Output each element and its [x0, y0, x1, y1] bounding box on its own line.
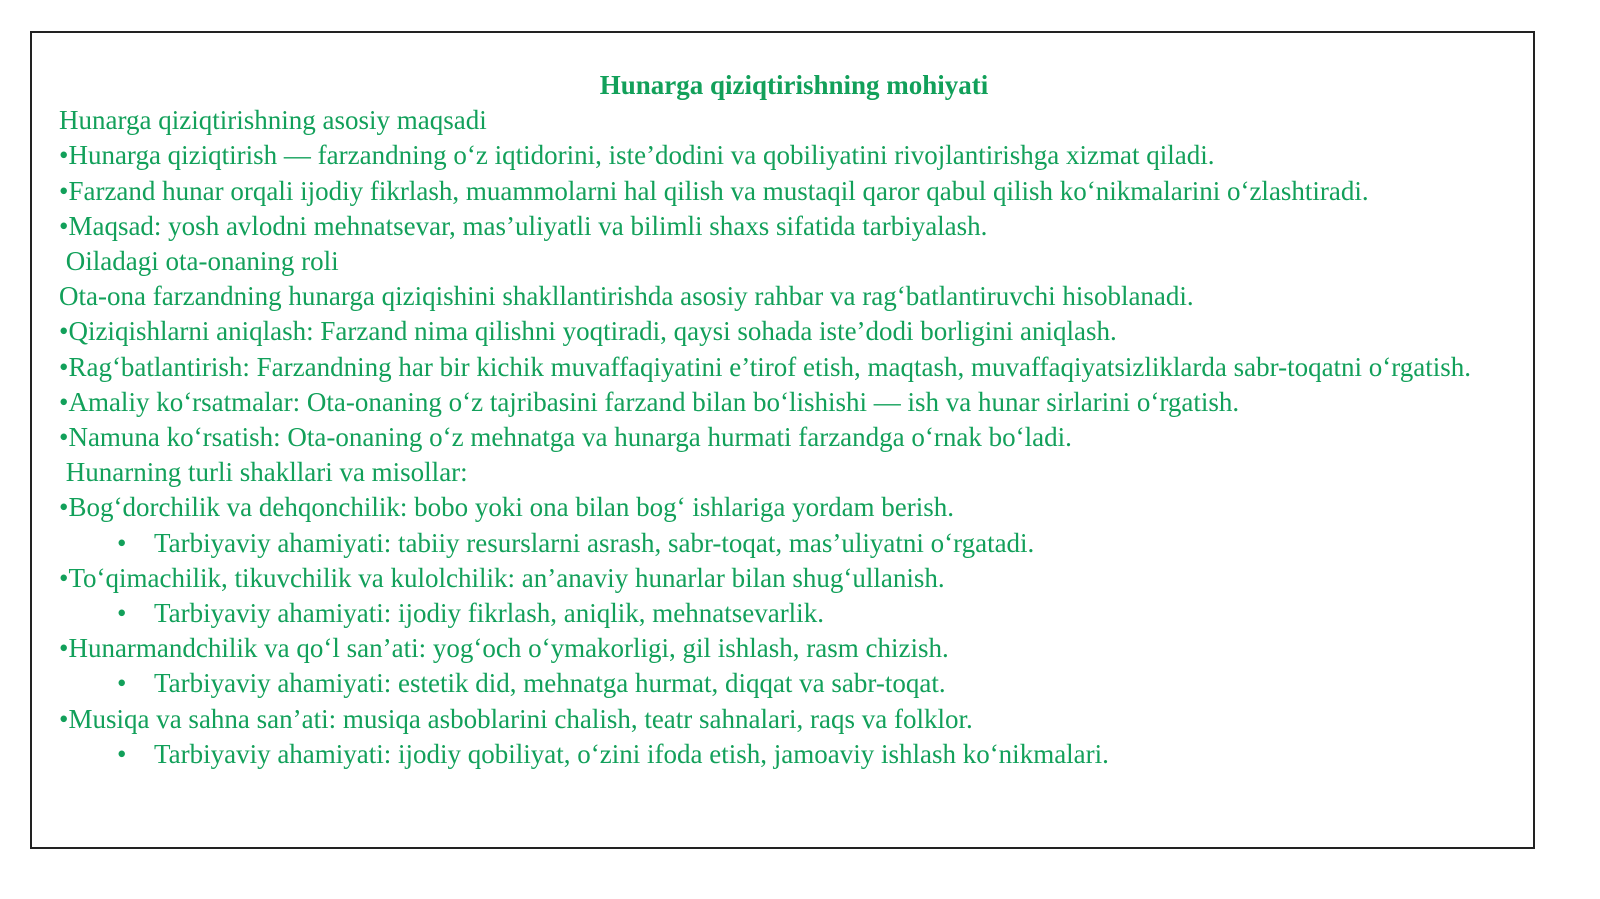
- text-line: Ota-ona farzandning hunarga qiziqishini shakllantirishda asosiy rahbar va rag‘batlantiruvchi hisoblanadi.: [59, 281, 1194, 312]
- bullet-icon: •: [117, 668, 127, 699]
- sub-bullet-item: [59, 666, 1499, 701]
- sub-bullet-item: [59, 737, 1499, 772]
- sub-bullet-text: Tarbiyaviy ahamiyati: ijodiy qobiliyat, o‘zini ifoda etish, jamoaviy ishlash ko‘nikmalari.: [154, 738, 1109, 769]
- text-line: •Farzand hunar orqali ijodiy fikrlash, muammolarni hal qilish va mustaqil qaror qabul qilish ko‘nikmalarini o‘zlashtiradi.: [59, 175, 1369, 206]
- text-line: Hunarning turli shakllari va misollar:: [59, 457, 468, 488]
- text-line: •Bog‘dorchilik va dehqonchilik: bobo yoki ona bilan bog‘ ishlariga yordam berish.: [59, 492, 955, 523]
- text-line: •To‘qimachilik, tikuvchilik va kulolchilik: an’anaviy hunarlar bilan shug‘ullanish.: [59, 562, 945, 593]
- sub-bullet-item: [59, 526, 1499, 561]
- text-line: •Maqsad: yosh avlodni mehnatsevar, mas’uliyatli va bilimli shaxs sifatida tarbiyalash.: [59, 210, 988, 241]
- bullet-icon: •: [117, 738, 127, 769]
- sub-bullet-text: Tarbiyaviy ahamiyati: ijodiy fikrlash, aniqlik, mehnatsevarlik.: [154, 598, 824, 629]
- bullet-icon: •: [117, 598, 127, 629]
- text-line: •Musiqa va sahna san’ati: musiqa asboblarini chalish, teatr sahnalari, raqs va folklor.: [59, 703, 973, 734]
- text-line: •Namuna ko‘rsatish: Ota-onaning o‘z mehnatga va hunarga hurmati farzandga o‘rnak bo‘ladi.: [59, 422, 1072, 453]
- text-line: •Hunarmandchilik va qo‘l san’ati: yog‘och o‘ymakorligi, gil ishlash, rasm chizish.: [59, 633, 949, 664]
- slide-title: Hunarga qiziqtirishning mohiyati: [599, 70, 989, 100]
- text-line: •Hunarga qiziqtirish — farzandning o‘z iqtidorini, iste’dodini va qobiliyatini rivojlantirishga xizmat qiladi.: [59, 140, 1215, 171]
- sub-bullet-text: Tarbiyaviy ahamiyati: estetik did, mehnatga hurmat, diqqat va sabr-toqat.: [154, 668, 946, 699]
- text-line: •Rag‘batlantirish: Farzandning har bir kichik muvaffaqiyatini e’tirof etish, maqtash, muvaffaqiyatsizliklarda sabr-toqatni o‘rgatish.: [59, 351, 1472, 382]
- text-line: Hunarga qiziqtirishning asosiy maqsadi: [59, 105, 487, 136]
- sub-bullet-text: Tarbiyaviy ahamiyati: tabiiy resurslarni asrash, sabr-toqat, mas’uliyatni o‘rgatadi.: [154, 527, 1035, 558]
- sub-bullet-item: [59, 596, 1499, 631]
- text-line: •Qiziqishlarni aniqlash: Farzand nima qilishni yoqtiradi, qaysi sohada iste’dodi borligini aniqlash.: [59, 316, 1117, 347]
- slide-content: [59, 68, 1499, 772]
- text-line: •Amaliy ko‘rsatmalar: Ota-onaning o‘z tajribasini farzand bilan bo‘lishishi — ish va hunar sirlarini o‘rgatish.: [59, 386, 1240, 417]
- bullet-icon: •: [117, 527, 127, 558]
- text-line: Oiladagi ota-onaning roli: [59, 246, 339, 277]
